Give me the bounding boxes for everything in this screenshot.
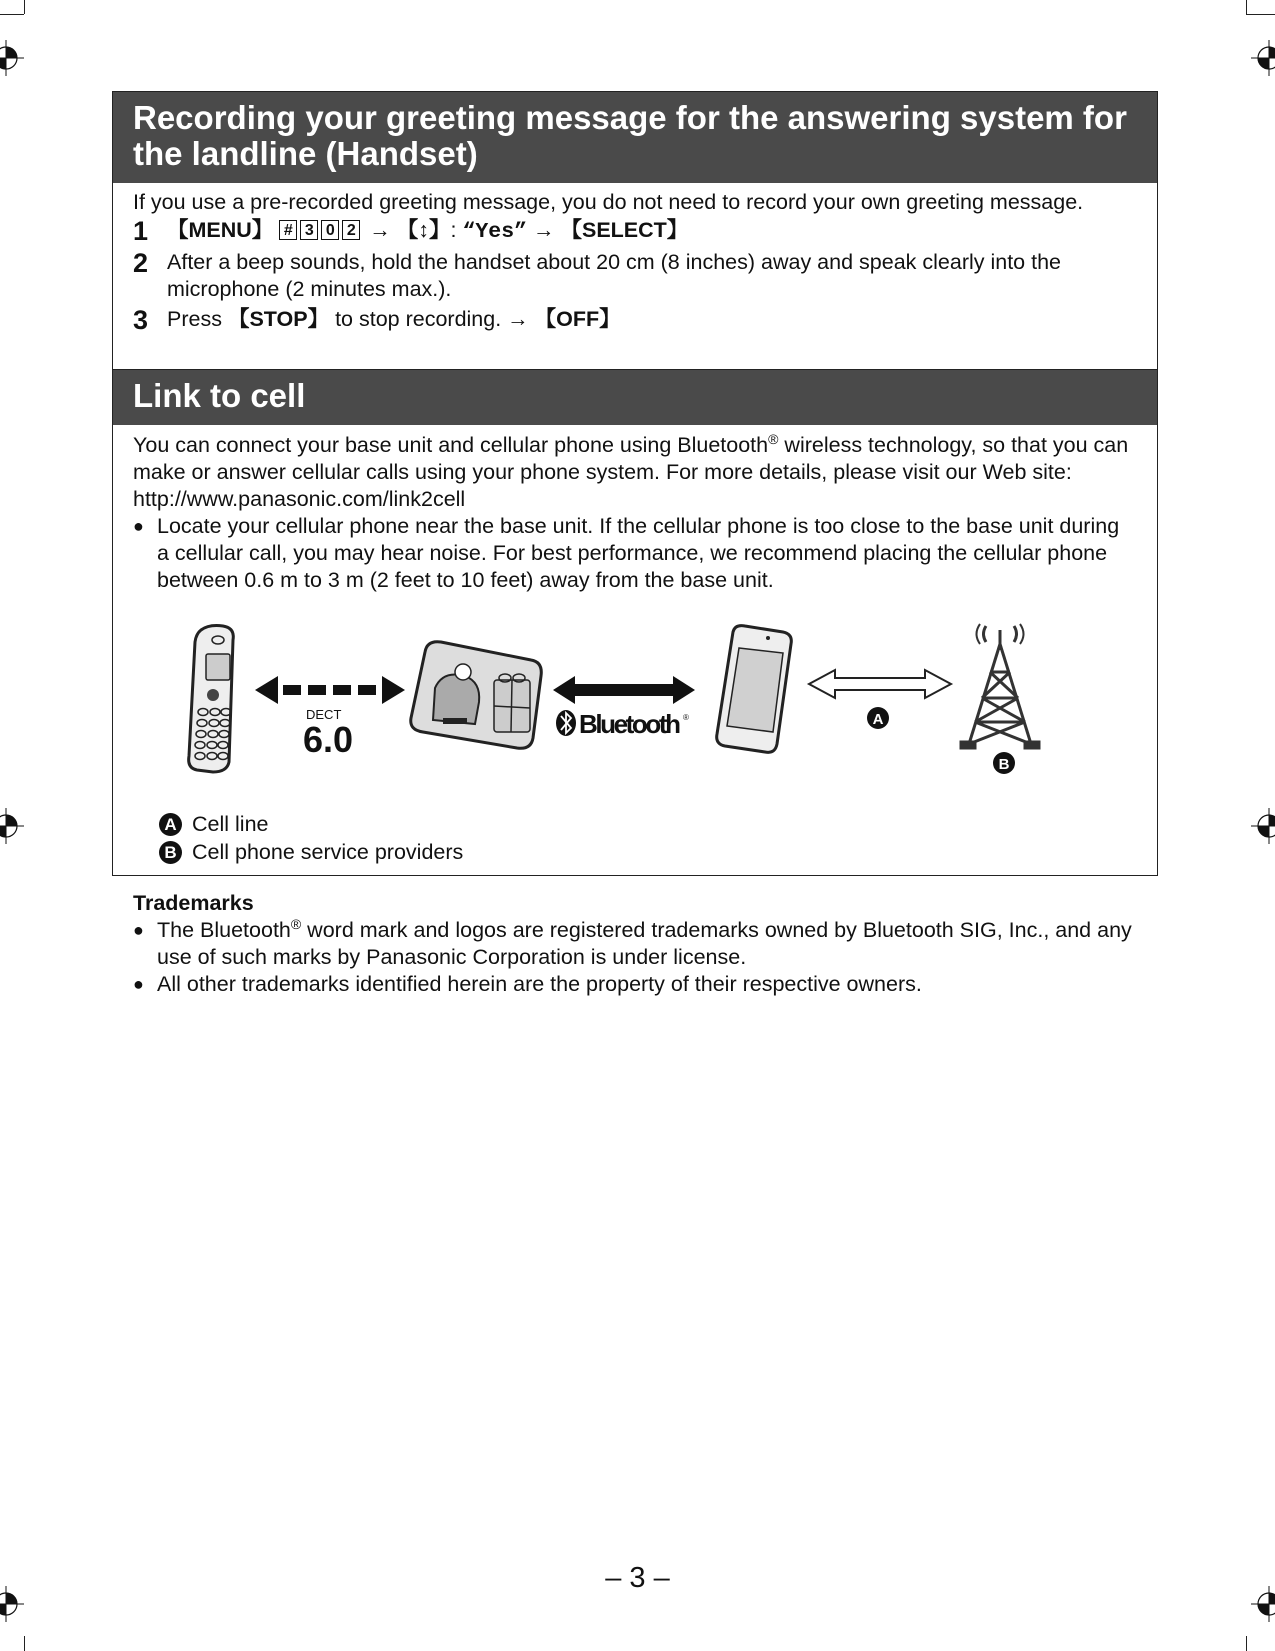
link-to-cell-section (112, 369, 1158, 876)
label-b: B (998, 756, 1010, 773)
step-3 (133, 306, 1137, 335)
colon: : (450, 218, 457, 242)
stop-key-label: 【STOP】 (227, 307, 330, 331)
digit-key: 2 (342, 220, 360, 240)
list-item (133, 971, 1143, 998)
handset-illustration (189, 626, 234, 773)
link-intro-text: You can connect your base unit and cellular phone using Bluetooth (133, 433, 769, 457)
trademark-item-text: All other trademarks identified herein are the property of their respective owners. (157, 972, 922, 996)
option-value: “Yes” (462, 220, 528, 244)
crop-mark (1246, 0, 1247, 14)
bluetooth-icon (556, 710, 576, 736)
greeting-section-header (113, 92, 1157, 183)
bluetooth-arrow-icon (553, 676, 695, 704)
step-number: 1 (133, 216, 149, 246)
base-unit-illustration (411, 642, 542, 749)
link-section-header (113, 370, 1157, 425)
crop-mark (24, 1636, 25, 1651)
registration-mark-icon (0, 40, 24, 76)
arrow-icon: → (507, 307, 529, 331)
cell-line-arrow-icon (809, 670, 951, 698)
press-text: Press (167, 307, 228, 331)
crop-mark (24, 0, 25, 14)
hash-key: # (279, 220, 297, 240)
legend-item (159, 838, 463, 866)
step-3-rest: to stop recording. (329, 307, 508, 331)
connection-diagram (113, 620, 1157, 790)
registered-mark: ® (290, 915, 302, 932)
link-intro-text-2: wireless technology, so that you can make or answer cellular calls using your phone system. For more details, please visit our Web site: http://www.panasonic.com/link2cell (133, 433, 1129, 511)
arrow-icon: → (533, 218, 555, 242)
bullet-icon: ● (133, 974, 144, 994)
legend-text: Cell phone service providers (192, 840, 464, 864)
greeting-section (112, 91, 1158, 371)
registration-mark-icon (0, 808, 24, 844)
registered-mark: ® (768, 430, 779, 447)
greeting-section-body (113, 183, 1157, 335)
crop-mark (1246, 14, 1275, 15)
greeting-section-title: Recording your greeting message for the answering system for the landline (Handset) (133, 99, 1127, 172)
crop-mark (0, 14, 24, 15)
menu-key-label: 【MENU】 (167, 218, 274, 242)
off-key-label: 【OFF】 (528, 307, 621, 331)
step-3-text (167, 306, 1137, 333)
registration-mark-icon (1251, 808, 1275, 844)
digit-key: 0 (321, 220, 339, 240)
link-intro (133, 432, 1137, 513)
dect-arrow-icon (255, 676, 405, 704)
link-section-title: Link to cell (133, 377, 306, 414)
dect-label: DECT (306, 707, 342, 722)
legend-letter-badge: B (159, 841, 182, 864)
step-2-text: After a beep sounds, hold the handset about 20 cm (8 inches) away and speak clearly into the microphone (2 minutes max.). (167, 250, 1062, 301)
step-2 (133, 249, 1137, 303)
trademark-text-1: The Bluetooth (157, 918, 291, 942)
arrow-icon: → (369, 218, 391, 242)
crop-mark (1246, 1636, 1247, 1651)
diagram-legend (159, 810, 463, 866)
list-item (133, 513, 1137, 594)
page-number: – 3 – (605, 1562, 670, 1594)
registration-mark-icon (1251, 40, 1275, 76)
legend-letter-badge: A (159, 813, 182, 836)
trademark-item-text (157, 917, 1143, 971)
bullet-icon: ● (133, 920, 144, 940)
bullet-icon: ● (133, 516, 144, 536)
greeting-intro: If you use a pre-recorded greeting message, you do not need to record your own greeting message. (133, 190, 1084, 214)
up-down-key-label: 【↕】 (396, 218, 451, 242)
digit-key: 3 (300, 220, 318, 240)
select-key-label: 【SELECT】 (560, 218, 689, 242)
list-item (133, 917, 1143, 971)
trademark-text-2: word mark and logos are registered trademarks owned by Bluetooth SIG, Inc., and any use of such marks by Panasonic Corporation is under license. (157, 918, 1132, 969)
label-a: A (872, 711, 884, 728)
bluetooth-label: Bluetooth (579, 709, 681, 739)
cellular-phone-illustration (717, 626, 792, 753)
step-number: 2 (133, 248, 149, 278)
trademarks-section (133, 890, 1143, 998)
dect-version: 6.0 (303, 719, 354, 760)
step-1-text (167, 217, 1137, 246)
legend-item (159, 810, 463, 838)
registered-mark: ® (683, 713, 689, 722)
link-section-body (113, 425, 1157, 594)
cell-tower-icon (961, 624, 1039, 748)
trademarks-heading: Trademarks (133, 891, 254, 915)
legend-text: Cell line (192, 812, 269, 836)
bullet-text: Locate your cellular phone near the base unit. If the cellular phone is too close to the base unit during a cellular call, you may hear noise. For best performance, we recommend placing the cellular phone between 0.6 m to 3 m (2 feet to 10 feet) away from the base unit. (157, 514, 1120, 592)
step-number: 3 (133, 305, 149, 335)
step-1 (133, 217, 1137, 246)
